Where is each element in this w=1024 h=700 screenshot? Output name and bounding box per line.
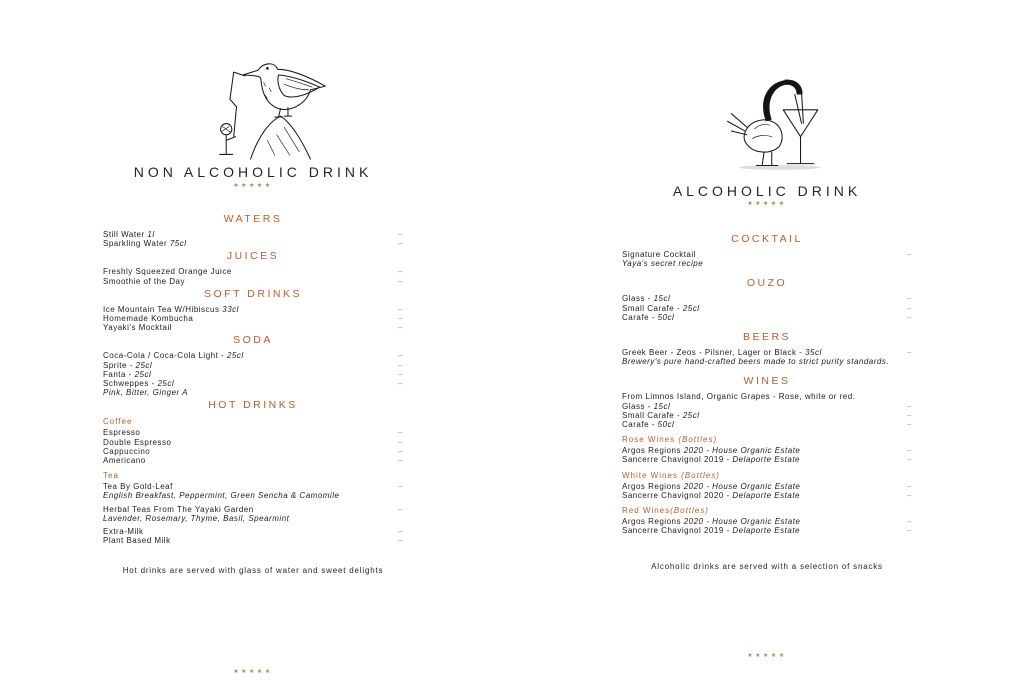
menu-page-non-alcoholic [103, 0, 403, 700]
menu-item [103, 361, 403, 370]
menu-group [103, 417, 403, 465]
item-detail: 15cl [650, 294, 671, 304]
group-label-text: Red Wines [622, 506, 671, 516]
page-title: ALCOHOLIC DRINK [672, 183, 862, 199]
menu-item [103, 505, 403, 523]
menu-item [622, 304, 912, 313]
item-detail: 75cl [167, 239, 187, 249]
price-placeholder: – [907, 517, 912, 527]
item-description: Lavender, Rosemary, Thyme, Basil, Spearmint [103, 513, 290, 523]
seagull-illustration [198, 30, 348, 161]
menu-item [622, 392, 912, 401]
item-name-wrap [103, 230, 155, 239]
item-name: Still Water [103, 230, 145, 239]
item-name: Sparkling Water [103, 239, 168, 249]
menu-item [622, 482, 912, 491]
menu-item-row [103, 305, 403, 314]
section-cocktail [622, 234, 912, 268]
item-name-wrap [103, 428, 140, 437]
menu-item-row [622, 455, 912, 464]
section-header: BEERS [742, 331, 792, 344]
item-name-wrap [103, 277, 185, 286]
price-placeholder: – [398, 276, 403, 286]
item-detail: 33cl [219, 304, 239, 314]
item-name-wrap [103, 536, 171, 545]
item-detail: 25cl [132, 360, 153, 370]
item-name: Small Carafe - [622, 410, 681, 420]
menu-item-row [103, 379, 403, 388]
menu-item [622, 313, 912, 322]
price-placeholder: – [907, 446, 912, 456]
menu-item-row [622, 526, 912, 535]
item-name: Tea By Gold-Leaf [103, 482, 173, 492]
group-label-detail: (Bottles) [675, 435, 718, 445]
item-detail: 2020 - House Organic Estate [680, 517, 801, 527]
price-placeholder: – [907, 455, 912, 465]
item-name: Herbal Teas From The Yayaki Garden [103, 504, 254, 514]
menu-item-row [622, 348, 912, 357]
seagull-icon [198, 30, 348, 161]
item-name-wrap [103, 456, 146, 465]
title-stars: ★★★★★ [233, 183, 273, 189]
price-placeholder: – [398, 360, 403, 370]
item-detail: Delaporte Estate [729, 490, 800, 500]
menu-item [622, 411, 912, 420]
menu-item [622, 348, 912, 366]
menu-item [103, 230, 403, 239]
section-wines [622, 376, 912, 535]
price-placeholder: – [907, 420, 912, 430]
item-name: Schweppes - [103, 379, 155, 389]
menu-group [622, 435, 912, 464]
item-name: Carafe - [622, 420, 655, 430]
item-name: Sancerre Chavignol 2019 - [622, 455, 730, 465]
section-header: HOT DRINKS [208, 399, 298, 412]
item-name: Cappuccino [103, 446, 151, 456]
menu-item-row [622, 482, 912, 491]
section-header: JUICES [226, 250, 280, 263]
footer-stars: ★★★★★ [747, 653, 787, 659]
pelican-icon [710, 58, 845, 178]
item-detail: 25cl [154, 379, 175, 389]
section-ouzo [622, 278, 912, 322]
menu-item [622, 420, 912, 429]
group-label-text: White Wines [622, 470, 678, 480]
page-title: NON ALCOHOLIC DRINK [133, 164, 373, 180]
menu-item-row [622, 402, 912, 411]
menu-item-row [103, 314, 403, 323]
item-name: Carafe - [622, 312, 655, 322]
item-name-wrap [622, 348, 822, 357]
price-placeholder: – [398, 323, 403, 333]
price-placeholder: – [398, 230, 403, 239]
menu-group [103, 267, 403, 285]
menu-item-row [622, 517, 912, 526]
section-soda [103, 335, 403, 397]
item-name-wrap [103, 305, 239, 314]
menu-item-row [103, 527, 403, 536]
item-detail: 25cl [224, 351, 244, 361]
section-juices [103, 251, 403, 285]
item-name: Glass - [622, 401, 651, 411]
item-detail: Delaporte Estate [729, 526, 800, 536]
menu-item [622, 455, 912, 464]
menu-group [622, 471, 912, 500]
item-description: Brewery's pure hand-crafted beers made to strict purity standards. [622, 357, 890, 367]
menu-item [622, 250, 912, 268]
item-detail: 25cl [131, 369, 152, 379]
price-placeholder: – [398, 536, 403, 546]
menu-item-row [622, 392, 912, 401]
item-name-wrap [103, 505, 254, 514]
menu-item-row [103, 505, 403, 514]
menu-item [103, 277, 403, 286]
item-name: Fanta - [103, 369, 132, 379]
menu-group [622, 348, 912, 366]
item-name: Espresso [103, 428, 141, 438]
group-label [622, 435, 912, 445]
price-placeholder: – [907, 250, 912, 259]
price-placeholder: – [398, 527, 403, 537]
group-label-text: Tea [103, 471, 119, 481]
item-name: Sprite - [103, 360, 133, 370]
price-placeholder: – [907, 410, 912, 420]
price-placeholder: – [398, 351, 403, 361]
item-name: Double Espresso [103, 437, 172, 447]
menu-item-row [103, 438, 403, 447]
section-hot-drinks [103, 400, 403, 545]
section-beers [622, 332, 912, 366]
item-name: Sancerre Chavignol 2020 - [622, 490, 730, 500]
item-description: English Breakfast, Peppermint, Green Sencha & Camomile [103, 491, 340, 501]
item-name: Americano [103, 456, 146, 466]
menu-item [103, 351, 403, 360]
title-stars: ★★★★★ [747, 201, 787, 207]
item-name-wrap [103, 527, 144, 536]
menu-group [622, 250, 912, 268]
item-detail: 2020 - House Organic Estate [680, 446, 801, 456]
section-waters [103, 214, 403, 248]
price-placeholder: – [398, 267, 403, 277]
menu-item-row [103, 351, 403, 360]
item-name-wrap [622, 482, 800, 491]
item-name: Argos Regions [622, 517, 681, 527]
menu-item [103, 239, 403, 248]
price-placeholder: – [398, 456, 403, 466]
menu-group [622, 392, 912, 429]
item-name: Ice Mountain Tea W/Hibiscus [103, 304, 220, 314]
menu-group [103, 351, 403, 397]
menu-item-row [622, 313, 912, 322]
item-name-wrap [622, 455, 800, 464]
menu-item [103, 379, 403, 397]
item-name-wrap [103, 438, 171, 447]
section-header: SOFT DRINKS [204, 287, 302, 300]
item-name: Homemade Kombucha [103, 314, 194, 324]
item-name: Glass - [622, 294, 651, 304]
item-name-wrap [103, 323, 172, 332]
price-placeholder: – [398, 482, 403, 492]
price-placeholder: – [398, 437, 403, 447]
item-name-wrap [622, 517, 800, 526]
menu-item [622, 517, 912, 526]
item-name-wrap [103, 239, 187, 248]
item-name-wrap [622, 313, 674, 322]
item-name-wrap [622, 526, 800, 535]
group-label [103, 417, 403, 427]
group-label [622, 506, 912, 516]
menu-item-row [103, 230, 403, 239]
item-name: Greek Beer - Zeos - Pilsner, Lager or Black - [622, 348, 803, 358]
section-soft-drinks [103, 289, 403, 333]
item-name-wrap [622, 411, 700, 420]
item-name: Yayaki's Mocktail [103, 323, 173, 333]
menu-item-row [622, 411, 912, 420]
item-name: Argos Regions [622, 481, 681, 491]
item-name-wrap [103, 361, 152, 370]
item-name-wrap [103, 267, 232, 276]
menu-item-row [103, 428, 403, 437]
price-placeholder: – [907, 348, 912, 358]
menu-item-row [622, 250, 912, 259]
price-placeholder: – [907, 526, 912, 536]
menu-item-row [103, 277, 403, 286]
item-name-wrap [103, 482, 173, 491]
menu-item [103, 428, 403, 437]
price-placeholder: – [398, 504, 403, 514]
item-name-wrap [622, 402, 670, 411]
item-name: Extra-Milk [103, 527, 144, 537]
price-placeholder: – [398, 314, 403, 324]
price-placeholder: – [398, 369, 403, 379]
menu-item-row [103, 536, 403, 545]
item-name-wrap [103, 379, 174, 388]
menu-item [103, 456, 403, 465]
menu-item [103, 482, 403, 500]
menu-item-row [622, 491, 912, 500]
price-placeholder: – [907, 401, 912, 411]
section-header: OUZO [746, 277, 788, 290]
item-name-wrap [622, 304, 700, 313]
menu-page-alcoholic [622, 0, 912, 700]
menu-item [103, 536, 403, 545]
menu-item-row [622, 420, 912, 429]
menu-group [103, 471, 403, 545]
item-name-wrap [103, 314, 193, 323]
item-name-wrap [622, 294, 670, 303]
menu-item [103, 305, 403, 314]
item-detail: Delaporte Estate [729, 455, 800, 465]
item-name-wrap [103, 447, 150, 456]
page-footer-note: Hot drinks are served with glass of water and sweet delights [122, 566, 384, 575]
item-name: Sancerre Chavignol 2019 - [622, 526, 730, 536]
item-name-wrap [622, 420, 674, 429]
menu-item [622, 294, 912, 303]
group-label-text: Coffee [103, 417, 133, 427]
item-detail: 15cl [650, 401, 671, 411]
item-detail: 25cl [680, 303, 700, 313]
menu-item [103, 314, 403, 323]
menu-item [103, 370, 403, 379]
price-placeholder: – [398, 304, 403, 314]
menu-item-row [622, 294, 912, 303]
item-name: Plant Based Milk [103, 536, 171, 546]
menu-item-row [103, 482, 403, 491]
item-name-wrap [103, 351, 244, 360]
group-label-detail: (Bottles) [677, 470, 720, 480]
item-detail: 35cl [802, 348, 822, 358]
price-placeholder: – [907, 312, 912, 322]
item-name: Signature Cocktail [622, 250, 696, 259]
item-name: Freshly Squeezed Orange Juice [103, 267, 232, 277]
item-name: From Limnos Island, Organic Grapes - Rose, white or red. [622, 392, 856, 402]
menu-item [622, 526, 912, 535]
menu-group [622, 294, 912, 322]
item-name: Argos Regions [622, 446, 681, 456]
group-label [103, 471, 403, 481]
price-placeholder: – [907, 481, 912, 491]
menu-sections [622, 234, 912, 535]
item-detail: 2020 - House Organic Estate [680, 481, 801, 491]
menu-item-row [103, 447, 403, 456]
menu-item-row [103, 361, 403, 370]
menu-item-row [103, 456, 403, 465]
item-detail: 50cl [654, 312, 675, 322]
group-label-detail: (Bottles) [670, 506, 709, 516]
menu-item-row [622, 304, 912, 313]
section-header: COCKTAIL [731, 233, 803, 245]
page-footer-note: Alcoholic drinks are served with a selection of snacks [651, 562, 883, 571]
item-description: Yaya's secret recipe [622, 259, 704, 269]
price-placeholder: – [907, 303, 912, 313]
item-name-wrap [622, 250, 696, 259]
item-name-wrap [622, 491, 800, 500]
price-placeholder: – [398, 239, 403, 249]
menu-group [622, 506, 912, 535]
menu-item-row [103, 267, 403, 276]
item-detail: 50cl [654, 420, 675, 430]
menu-item [103, 267, 403, 276]
menu-item [622, 491, 912, 500]
section-header: SODA [233, 334, 273, 347]
item-name-wrap [622, 392, 855, 401]
menu-item [103, 527, 403, 536]
item-name: Smoothie of the Day [103, 276, 185, 286]
price-placeholder: – [907, 490, 912, 500]
menu-item [103, 438, 403, 447]
menu-group [103, 305, 403, 333]
item-name: Coca-Cola / Coca-Cola Light - [103, 351, 225, 361]
menu-item-row [622, 446, 912, 455]
item-name-wrap [103, 370, 151, 379]
menu-item [622, 446, 912, 455]
section-header: WINES [743, 375, 791, 388]
price-placeholder: – [907, 294, 912, 304]
item-name: Small Carafe - [622, 303, 681, 313]
group-label [622, 471, 912, 481]
section-header: WATERS [223, 213, 283, 225]
price-placeholder: – [398, 379, 403, 389]
price-placeholder: – [398, 428, 403, 438]
item-detail: 25cl [680, 410, 700, 420]
menu-item [103, 447, 403, 456]
item-detail: 1l [144, 230, 155, 239]
menu-group [103, 230, 403, 248]
price-placeholder: – [398, 446, 403, 456]
item-name-wrap [622, 446, 800, 455]
group-label-text: Rose Wines [622, 435, 676, 445]
menu-item [622, 402, 912, 411]
pelican-illustration [710, 58, 845, 178]
menu-sections [103, 214, 403, 545]
menu-item [103, 323, 403, 332]
menu-item-row [103, 323, 403, 332]
menu-item-row [103, 239, 403, 248]
item-description: Pink, Bitter, Ginger A [103, 388, 188, 398]
menu-item-row [103, 370, 403, 379]
footer-stars: ★★★★★ [233, 669, 273, 675]
